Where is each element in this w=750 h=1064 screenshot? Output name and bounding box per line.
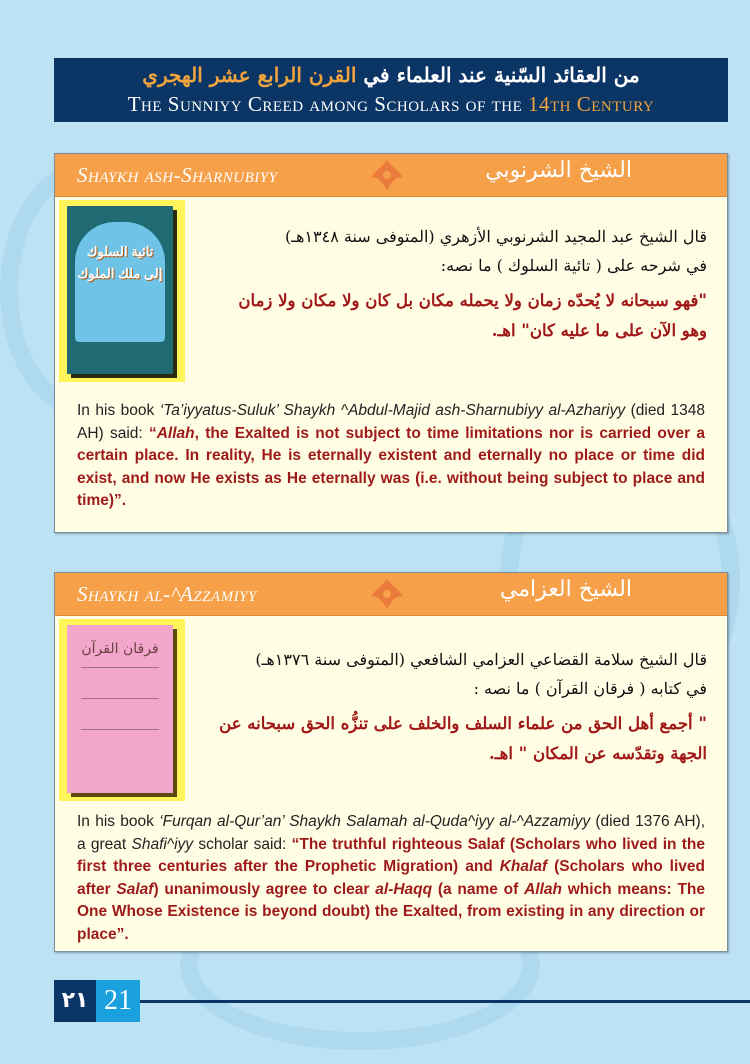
book-cover-image: [59, 619, 185, 801]
english-title-main: The Sunniyy Creed among Scholars of the: [127, 92, 523, 116]
english-title: [54, 90, 728, 118]
quote-italic: Allah: [156, 424, 195, 442]
quote-text: “The truthful righteous Salaf (Scholars who lived in the first three centuries after the Prophetic Migration) and: [77, 835, 705, 875]
arabic-intro-line: قال الشيخ سلامة القضاعي العزامي الشافعي (المتوفى سنة ١٣٧٦هـ): [255, 650, 707, 669]
arabic-citation: [207, 222, 707, 346]
floral-ornament-icon: [367, 577, 407, 611]
quote-italic: al-Haqq: [375, 880, 433, 898]
arabic-title-accent: القرن الرابع عشر الهجري: [142, 63, 357, 87]
quote-text: (a name of: [432, 880, 525, 898]
quote-text: (Scholars who lived after: [77, 858, 705, 898]
text-segment: (died 1348 AH) said:: [77, 402, 706, 442]
card-header: [55, 573, 727, 616]
book-and-author: ‘Ta’iyyatus-Suluk’ Shaykh ^Abdul-Majid ash-Sharnubiyy al-Azhariyy: [159, 402, 626, 419]
page-title-banner: [54, 58, 728, 122]
arabic-intro-line: في شرحه على ( تائية السلوك ) ما نصه:: [440, 256, 707, 275]
quote-italic: Allah: [524, 880, 562, 898]
quote-mark: “: [148, 424, 157, 442]
quote-text: , the Exalted is not subject to time limitations nor is carried over a certain place. In reality, He is eternally existent and eternally no place or time did exist, and now He exists as He eternally was (i.e. without being subject to place and time)”.: [77, 424, 705, 509]
book-cover-title: فرقان القرآن: [81, 641, 159, 657]
page-number-arabic: ٢١: [54, 980, 96, 1022]
page-number: 21: [96, 980, 140, 1022]
book-and-author: ‘Furqan al-Qur’an’ Shaykh Salamah al-Quda^iyy al-^Azzamiyy: [159, 813, 591, 830]
text-segment: (died 1376 AH), a great: [77, 813, 705, 853]
arabic-quote-line: وهو الآن على ما عليه كان" اهـ.: [491, 321, 707, 340]
arabic-title-main: من العقائد السّنية عند العلماء في: [363, 63, 640, 87]
quote-text: ) unanimously agree to clear: [153, 880, 376, 898]
quote-italic: Salaf: [116, 880, 154, 898]
scholar-card-azzamiyy: [54, 572, 728, 952]
scholar-name-arabic: الشيخ العزامي: [499, 577, 632, 602]
scholar-name-english: Shaykh ash-Sharnubiyy: [77, 163, 278, 187]
arabic-quote-line: "فهو سبحانه لا يُحدّه زمان ولا يحمله مكان بل كان ولا مكان ولا زمان: [238, 291, 707, 310]
quote-text: which means: The One Whose Existence is beyond doubt) the Exalted, from existing in any direction or place”.: [77, 880, 706, 943]
floral-ornament-icon: [367, 158, 407, 192]
english-translation: [77, 811, 705, 946]
book-cover-image: [59, 200, 185, 382]
arabic-quote-line: الجهة وتقدّسه عن المكان " اهـ.: [489, 744, 707, 763]
text-segment: scholar said:: [193, 835, 292, 853]
footer-rule: [140, 1000, 750, 1003]
arabic-citation: [187, 645, 707, 769]
text-segment: In his book: [77, 813, 160, 830]
english-translation: [77, 400, 705, 513]
book-cover-title: تائية السلوك: [86, 244, 154, 259]
card-header: [55, 154, 727, 197]
scholar-name-arabic: الشيخ الشرنوبي: [485, 158, 632, 183]
book-cover-subtitle: إلى ملك الملوك: [77, 266, 163, 281]
scholar-card-sharnubiyy: [54, 153, 728, 533]
madhhab-term: Shafi^iyy: [131, 835, 194, 853]
arabic-intro-line: قال الشيخ عبد المجيد الشرنوبي الأزهري (المتوفى سنة ١٣٤٨هـ): [285, 227, 707, 246]
english-title-accent: 14th Century: [528, 92, 655, 116]
quote-italic: Khalaf: [499, 858, 548, 875]
scholar-name-english: Shaykh al-^Azzamiyy: [77, 582, 257, 606]
arabic-title: [54, 58, 728, 90]
arabic-quote-line: " أجمع أهل الحق من علماء السلف والخلف على تنزُّه الحق سبحانه عن: [219, 714, 707, 733]
arabic-intro-line: في كتابه ( فرقان القرآن ) ما نصه :: [473, 679, 707, 698]
text-segment: In his book: [77, 402, 160, 419]
